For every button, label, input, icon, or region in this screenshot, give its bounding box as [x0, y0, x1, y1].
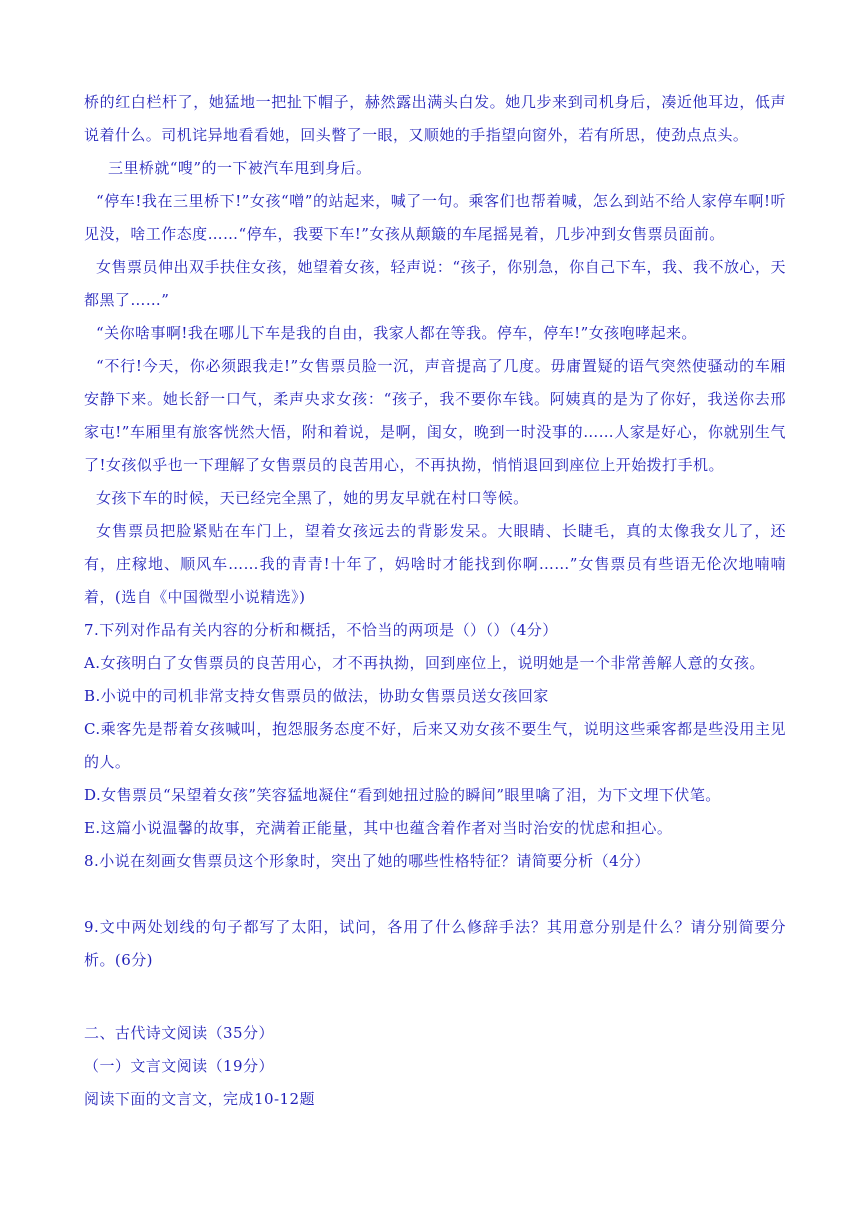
- question-7-option-a: A.女孩明白了女售票员的良苦用心，才不再执拗，回到座位上，说明她是一个非常善解人意的女孩。: [84, 654, 765, 672]
- story-paragraph: 女孩下车的时候，天已经完全黑了，她的男友早就在村口等候。: [96, 489, 529, 507]
- story-paragraph: “不行!今天，你必须跟我走!”女售票员脸一沉，声音提高了几度。毋庸置疑的语气突然使骚动的车厢安静下来。她长舒一口气，柔声央求女孩：“孩子，我不要你车钱。阿姨真的是为了你好，我送你去邢家屯!”车厢里有旅客恍然大悟，附和着说，是啊，闺女，晚到一时没事的……人家是好心，你就别生气了!女孩似乎也一下理解了女售票员的良苦用心，不再执拗，悄悄退回到座位上开始拨打手机。: [84, 357, 786, 474]
- story-paragraph: “停车!我在三里桥下!”女孩“噌”的站起来，喊了一句。乘客们也帮着喊，怎么到站不给人家停车啊!听见没，啥工作态度……“停车，我要下车!”女孩从颠簸的车尾摇晃着，几步冲到女售票员面前。: [84, 192, 786, 243]
- question-8: 8.小说在刻画女售票员这个形象时，突出了她的哪些性格特征？请简要分析（4分）: [84, 852, 650, 870]
- story-paragraph: 三里桥就“嗖”的一下被汽车甩到身后。: [108, 159, 372, 177]
- section-instruction: 阅读下面的文言文，完成10-12题: [84, 1090, 315, 1108]
- story-paragraph: 女售票员伸出双手扶住女孩，她望着女孩，轻声说：“孩子，你别急，你自己下车，我、我不放心，天都黑了……”: [84, 258, 786, 309]
- question-9: 9.文中两处划线的句子都写了太阳，试问，各用了什么修辞手法？其用意分别是什么？请分别简要分析。(6分): [84, 918, 786, 969]
- section-subtitle: （一）文言文阅读（19分）: [84, 1057, 274, 1075]
- question-7-option-e: E.这篇小说温馨的故事，充满着正能量，其中也蕴含着作者对当时治安的忧虑和担心。: [84, 819, 673, 837]
- question-7-option-c: C.乘客先是帮着女孩喊叫，抱怨服务态度不好，后来又劝女孩不要生气，说明这些乘客都是些没用主见的人。: [84, 720, 786, 771]
- section-title: 二、古代诗文阅读（35分）: [84, 1024, 274, 1042]
- document-page: [84, 86, 786, 1116]
- story-paragraph: 桥的红白栏杆了，她猛地一把扯下帽子，赫然露出满头白发。她几步来到司机身后，凑近他耳边，低声说着什么。司机诧异地看看她，回头瞥了一眼，又顺她的手指望向窗外，若有所思，使劲点点头。: [84, 93, 786, 144]
- story-paragraph: “关你啥事啊!我在哪儿下车是我的自由，我家人都在等我。停车，停车!”女孩咆哮起来。: [96, 324, 697, 342]
- question-7: 7.下列对作品有关内容的分析和概括，不恰当的两项是（）（）（4分）: [84, 621, 558, 639]
- question-7-option-b: B.小说中的司机非常支持女售票员的做法，协助女售票员送女孩回家: [84, 687, 549, 705]
- story-paragraph: 女售票员把脸紧贴在车门上，望着女孩远去的背影发呆。大眼睛、长睫毛，真的太像我女儿了，还有，庄稼地、顺风车……我的青青!十年了，妈啥时才能找到你啊……”女售票员有些语无伦次地喃喃着，(选自《中国微型小说精选》): [84, 522, 786, 606]
- question-7-option-d: D.女售票员“呆望着女孩”笑容猛地凝住“看到她扭过脸的瞬间”眼里噙了泪，为下文埋下伏笔。: [84, 786, 721, 804]
